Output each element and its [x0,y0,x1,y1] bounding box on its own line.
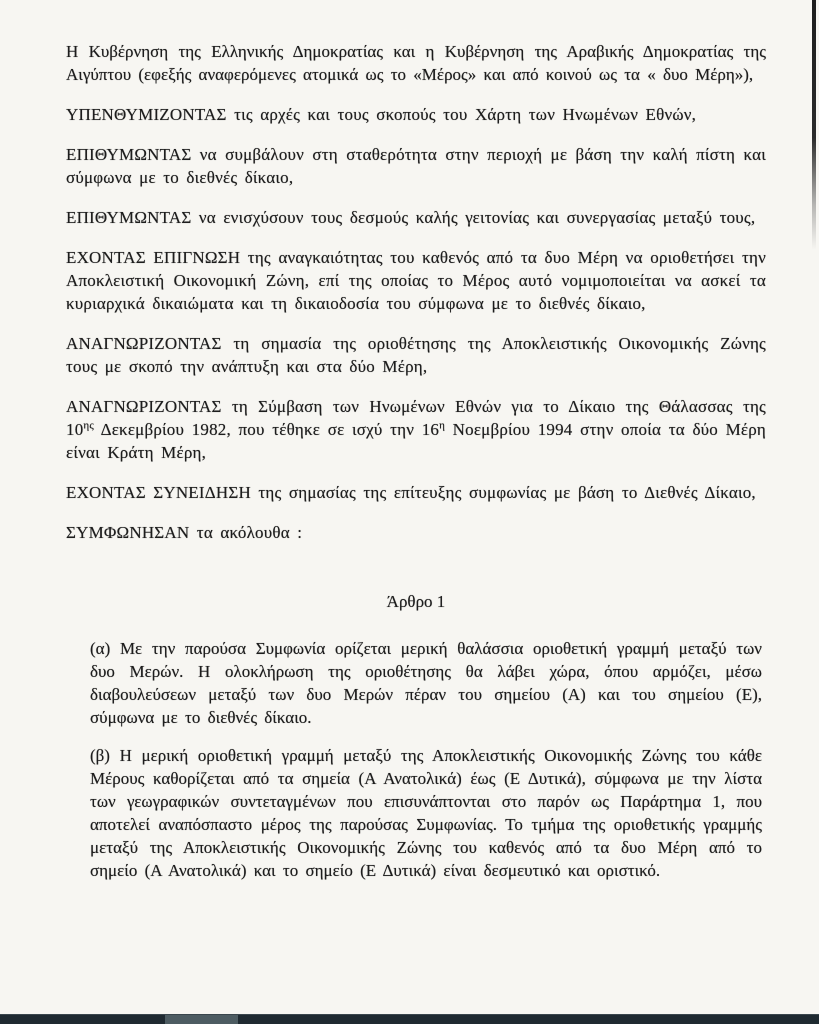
recognizing-unclos-paragraph [66,395,766,464]
scan-edge-line [812,0,816,250]
article-1-item-b: (β) Η μερική οριοθετική γραμμή μεταξύ της Αποκλειστικής Οικονομικής Ζώνης του κάθε Μέρους καθορίζεται από τα σημεία (Α Ανατολικά) έως (Ε Δυτικά), σύμφωνα με την λίστα των γεωγραφικών συντεταγμένων που επισυνάπτονται στο παρόν ως Παράρτημα 1, που αποτελεί αναπόσπαστο μέρος της παρούσας Συμφωνίας. Το τμήμα της οριοθετικής γραμμής μεταξύ της Αποκλειστικής Οικονομικής Ζώνης του καθενός από τα δυο Μέρη από το σημείο (Α Ανατολικά) και το σημείο (Ε Δυτικά) είναι δεσμευτικό και οριστικό. [90,746,762,880]
article-1-body [90,637,762,882]
unclos-ordinal-2: η [439,419,446,432]
desiring-stability-paragraph: ΕΠΙΘΥΜΩΝΤΑΣ να συμβάλουν στη σταθερότητα στην περιοχή με βάση την καλή πίστη και σύμφωνα με το διεθνές δίκαιο, [66,145,766,187]
conscious-of-importance-paragraph: ΕΧΟΝΤΑΣ ΣΥΝΕΙΔΗΣΗ της σημασίας της επίτευξης συμφωνίας με βάση το Διεθνές Δίκαιο, [66,483,756,502]
preamble-section [66,40,766,544]
recalling-charter-paragraph: ΥΠΕΝΘΥΜΙΖΟΝΤΑΣ τις αρχές και τους σκοπούς του Χάρτη των Ηνωμένων Εθνών, [66,105,697,124]
desiring-good-neighbour-paragraph: ΕΠΙΘΥΜΩΝΤΑΣ να ενισχύσουν τους δεσμούς καλής γειτονίας και συνεργασίας μεταξύ τους, [66,208,756,227]
bottom-window-bar [0,1014,819,1024]
agreed-as-follows-paragraph: ΣΥΜΦΩΝΗΣΑΝ τα ακόλουθα : [66,523,303,542]
unclos-text-post: Νοεμβρίου 1994 στην οποία τα δύο Μέρη είναι Κράτη Μέρη, [66,420,766,462]
aware-of-necessity-paragraph: ΕΧΟΝΤΑΣ ΕΠΙΓΝΩΣΗ της αναγκαιότητας του καθενός από τα δυο Μέρη να οριοθετήσει την Αποκλειστική Οικονομική Ζώνη, επί της οποίας το Μέρος αυτό νομιμοποιείται να ασκεί τα κυριαρχικά δικαιώματα και τη δικαιοδοσία του σύμφωνα με το διεθνές δίκαιο, [66,248,766,313]
article-1-heading: Άρθρο 1 [386,592,446,611]
parties-paragraph: Η Κυβέρνηση της Ελληνικής Δημοκρατίας και η Κυβέρνηση της Αραβικής Δημοκρατίας της Αιγύπτου (εφεξής αναφερόμενες ατομικά ως το «Μέρος» και από κοινού ως τα « δυο Μέρη»), [66,42,766,84]
article-1-item-a: (α) Με την παρούσα Συμφωνία ορίζεται μερική θαλάσσια οριοθετική γραμμή μεταξύ των δυο Μερών. Η ολοκλήρωση της οριοθέτησης θα λάβει χώρα, όπου αρμόζει, μέσω διαβουλεύσεων μεταξύ των δυο Μερών πέραν του σημείου (Α) και του σημείου (Ε), σύμφωνα με το διεθνές δίκαιο. [90,639,762,727]
bottom-bar-segment [165,1015,238,1024]
unclos-text-pre: ΑΝΑΓΝΩΡΙΖΟΝΤΑΣ τη Σύμβαση των Ηνωμένων Εθνών για το Δίκαιο της Θάλασσας της 10 [66,397,766,439]
unclos-text-mid: Δεκεμβρίου 1982, που τέθηκε σε ισχύ την 16 [93,420,440,439]
scanned-document-page [66,40,766,897]
recognizing-importance-paragraph: ΑΝΑΓΝΩΡΙΖΟΝΤΑΣ τη σημασία της οριοθέτησης της Αποκλειστικής Οικονομικής Ζώνης τους με σκοπό την ανάπτυξη και στα δύο Μέρη, [66,334,766,376]
unclos-ordinal-1: ης [83,419,94,432]
